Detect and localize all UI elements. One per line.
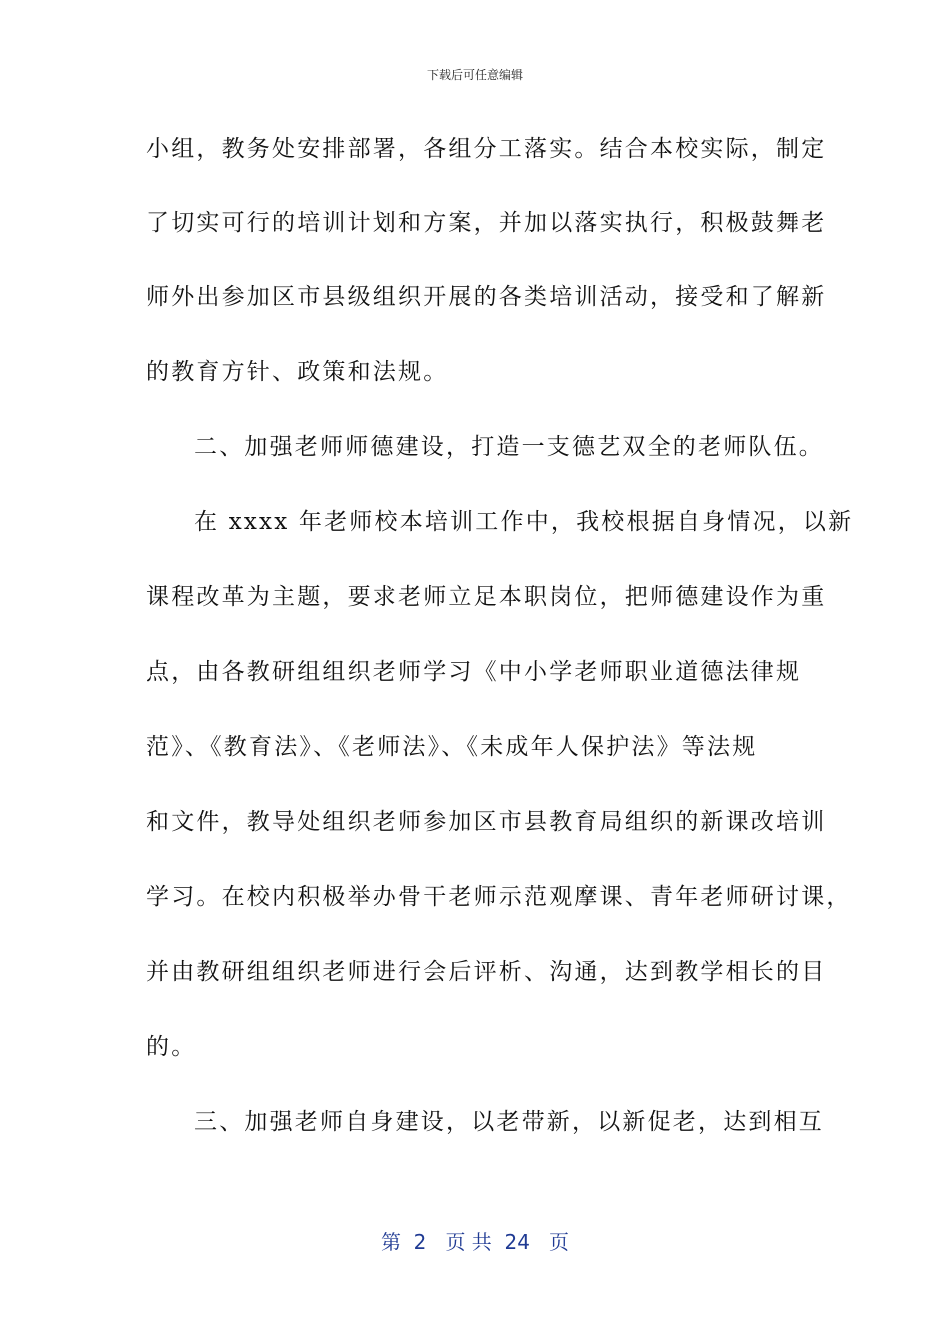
text-line: 范》、《教育法》、《老师法》、《未成年人保护法》等法规: [146, 734, 758, 760]
text-line: 的。: [146, 1034, 197, 1060]
section-heading: 三、加强老师自身建设，以老带新，以新促老，达到相互: [194, 1109, 824, 1135]
text-line: 点，由各教研组组织老师学习《中小学老师职业道德法律规: [146, 659, 802, 685]
text-line: 和文件，教导处组织老师参加区市县教育局组织的新课改培训: [146, 809, 827, 835]
text-line: 小组，教务处安排部署，各组分工落实。结合本校实际，制定: [146, 136, 827, 162]
text-line: 师外出参加区市县级组织开展的各类培训活动，接受和了解新: [146, 284, 827, 310]
page-header: 下载后可任意编辑: [426, 68, 523, 82]
text-line: 课程改革为主题，要求老师立足本职岗位，把师德建设作为重: [146, 584, 827, 610]
section-heading: 二、加强老师师德建设，打造一支德艺双全的老师队伍。: [194, 434, 824, 460]
text-line: 的教育方针、政策和法规。: [146, 359, 449, 385]
text-line: 并由教研组组织老师进行会后评析、沟通，达到教学相长的目: [146, 959, 827, 985]
text-line: 了切实可行的培训计划和方案，并加以落实执行，积极鼓舞老: [146, 210, 827, 236]
page-footer: 第 2 页 共 24 页: [380, 1230, 570, 1254]
text-line: 学习。在校内积极举办骨干老师示范观摩课、青年老师研讨课，: [146, 884, 852, 910]
text-line: 在 xxxx 年老师校本培训工作中，我校根据自身情况，以新: [194, 509, 854, 535]
